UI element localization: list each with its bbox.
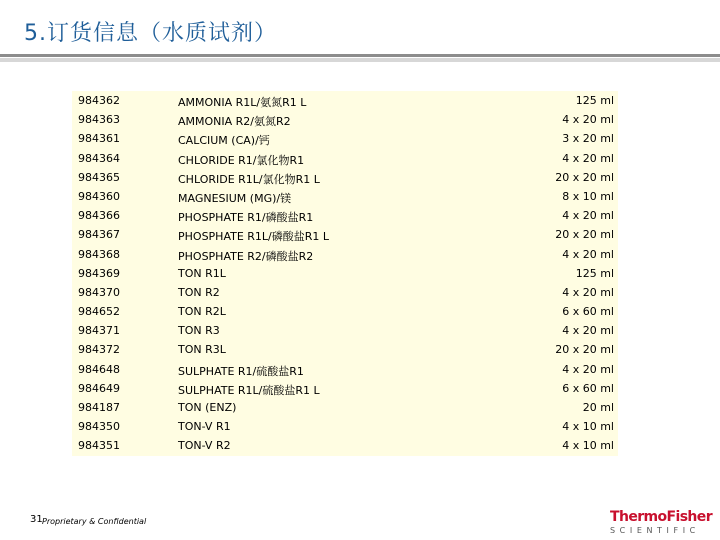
- confidential-note: Proprietary & Confidential: [42, 517, 147, 526]
- product-code: 984351: [78, 439, 120, 453]
- product-quantity: 125 ml: [575, 266, 614, 280]
- product-code: 984364: [78, 151, 120, 165]
- product-quantity: 4 x 20 ml: [562, 285, 614, 299]
- table-row: [72, 110, 618, 129]
- table-row: [72, 321, 618, 340]
- product-code: 984368: [78, 247, 120, 261]
- table-row: [72, 417, 618, 436]
- logo-wordmark-scientific: SCIENTIFIC: [610, 526, 700, 535]
- product-code: 984365: [78, 170, 120, 184]
- product-quantity: 20 ml: [582, 401, 614, 414]
- table-row: [72, 340, 618, 359]
- product-quantity: 4 x 20 ml: [562, 247, 614, 261]
- table-row: [72, 129, 618, 148]
- table-row: [72, 206, 618, 225]
- product-name: SULPHATE R1L/硫酸盐R1 L: [178, 383, 320, 397]
- product-quantity: 20 x 20 ml: [555, 343, 614, 357]
- logo-wordmark-thermo: Thermo: [610, 509, 667, 525]
- table-row: [72, 379, 618, 398]
- product-name: TON R1L: [178, 266, 226, 280]
- table-row: [72, 91, 618, 110]
- product-name: CALCIUM (CA)/钙: [178, 134, 270, 148]
- product-name: PHOSPHATE R1L/磷酸盐R1 L: [178, 230, 330, 244]
- table-row: [72, 149, 618, 168]
- table-row: [72, 398, 618, 417]
- table-row: [72, 168, 618, 187]
- thermo-fisher-logo: [610, 510, 710, 536]
- product-name: TON R3: [178, 324, 220, 338]
- table-row: [72, 302, 618, 321]
- product-code: 984363: [78, 113, 120, 127]
- product-name: TON (ENZ): [178, 401, 237, 414]
- table-row: [72, 436, 618, 455]
- product-code: 984361: [78, 132, 120, 146]
- product-code: 984649: [78, 381, 120, 395]
- table-row: [72, 225, 618, 244]
- product-code: 984366: [78, 209, 120, 223]
- product-quantity: 4 x 20 ml: [562, 209, 614, 223]
- product-code: 984372: [78, 343, 120, 357]
- product-name: TON-V R1: [178, 420, 231, 434]
- table-row: [72, 283, 618, 302]
- product-quantity: 4 x 20 ml: [562, 324, 614, 338]
- product-quantity: 125 ml: [575, 94, 614, 107]
- product-quantity: 4 x 20 ml: [562, 113, 614, 127]
- page-number: 31: [30, 514, 43, 525]
- table-row: [72, 360, 618, 379]
- product-quantity: 4 x 20 ml: [562, 362, 614, 376]
- product-name: TON R3L: [178, 343, 226, 357]
- product-code: 984367: [78, 228, 120, 242]
- product-quantity: 4 x 10 ml: [562, 420, 614, 434]
- product-name: SULPHATE R1/硫酸盐R1: [178, 364, 304, 378]
- product-name: PHOSPHATE R1/磷酸盐R1: [178, 211, 314, 225]
- table-row: [72, 245, 618, 264]
- product-name: AMMONIA R1L/氨氮R1 L: [178, 96, 307, 109]
- product-quantity: 4 x 20 ml: [562, 151, 614, 165]
- product-code: 984648: [78, 362, 120, 376]
- product-name: MAGNESIUM (MG)/镁: [178, 191, 292, 205]
- product-name: TON-V R2: [178, 439, 231, 453]
- page-title: 5.订货信息（水质试剂）: [24, 21, 277, 46]
- product-code: 984369: [78, 266, 120, 280]
- table-row: [72, 187, 618, 206]
- product-quantity: 3 x 20 ml: [562, 132, 614, 146]
- product-code: 984350: [78, 420, 120, 434]
- product-code: 984360: [78, 189, 120, 203]
- product-code: 984371: [78, 324, 120, 338]
- product-name: TON R2L: [178, 305, 226, 319]
- product-code: 984187: [78, 401, 120, 414]
- title-divider-shadow: [0, 58, 720, 62]
- product-name: CHLORIDE R1L/氯化物R1 L: [178, 172, 320, 186]
- logo-wordmark-fisher: Fisher: [666, 509, 712, 525]
- product-code: 984652: [78, 305, 120, 319]
- product-quantity: 4 x 10 ml: [562, 439, 614, 453]
- product-quantity: 20 x 20 ml: [555, 228, 614, 242]
- product-name: AMMONIA R2/氨氮R2: [178, 115, 291, 129]
- product-code: 984362: [78, 94, 120, 107]
- product-name: PHOSPHATE R2/磷酸盐R2: [178, 249, 314, 263]
- product-quantity: 6 x 60 ml: [562, 305, 614, 319]
- product-name: TON R2: [178, 285, 220, 299]
- product-quantity: 6 x 60 ml: [562, 381, 614, 395]
- product-quantity: 8 x 10 ml: [562, 189, 614, 203]
- product-name: CHLORIDE R1/氯化物R1: [178, 153, 305, 167]
- reagent-table: [72, 91, 618, 456]
- product-code: 984370: [78, 285, 120, 299]
- title-divider: [0, 54, 720, 57]
- product-quantity: 20 x 20 ml: [555, 170, 614, 184]
- table-row: [72, 264, 618, 283]
